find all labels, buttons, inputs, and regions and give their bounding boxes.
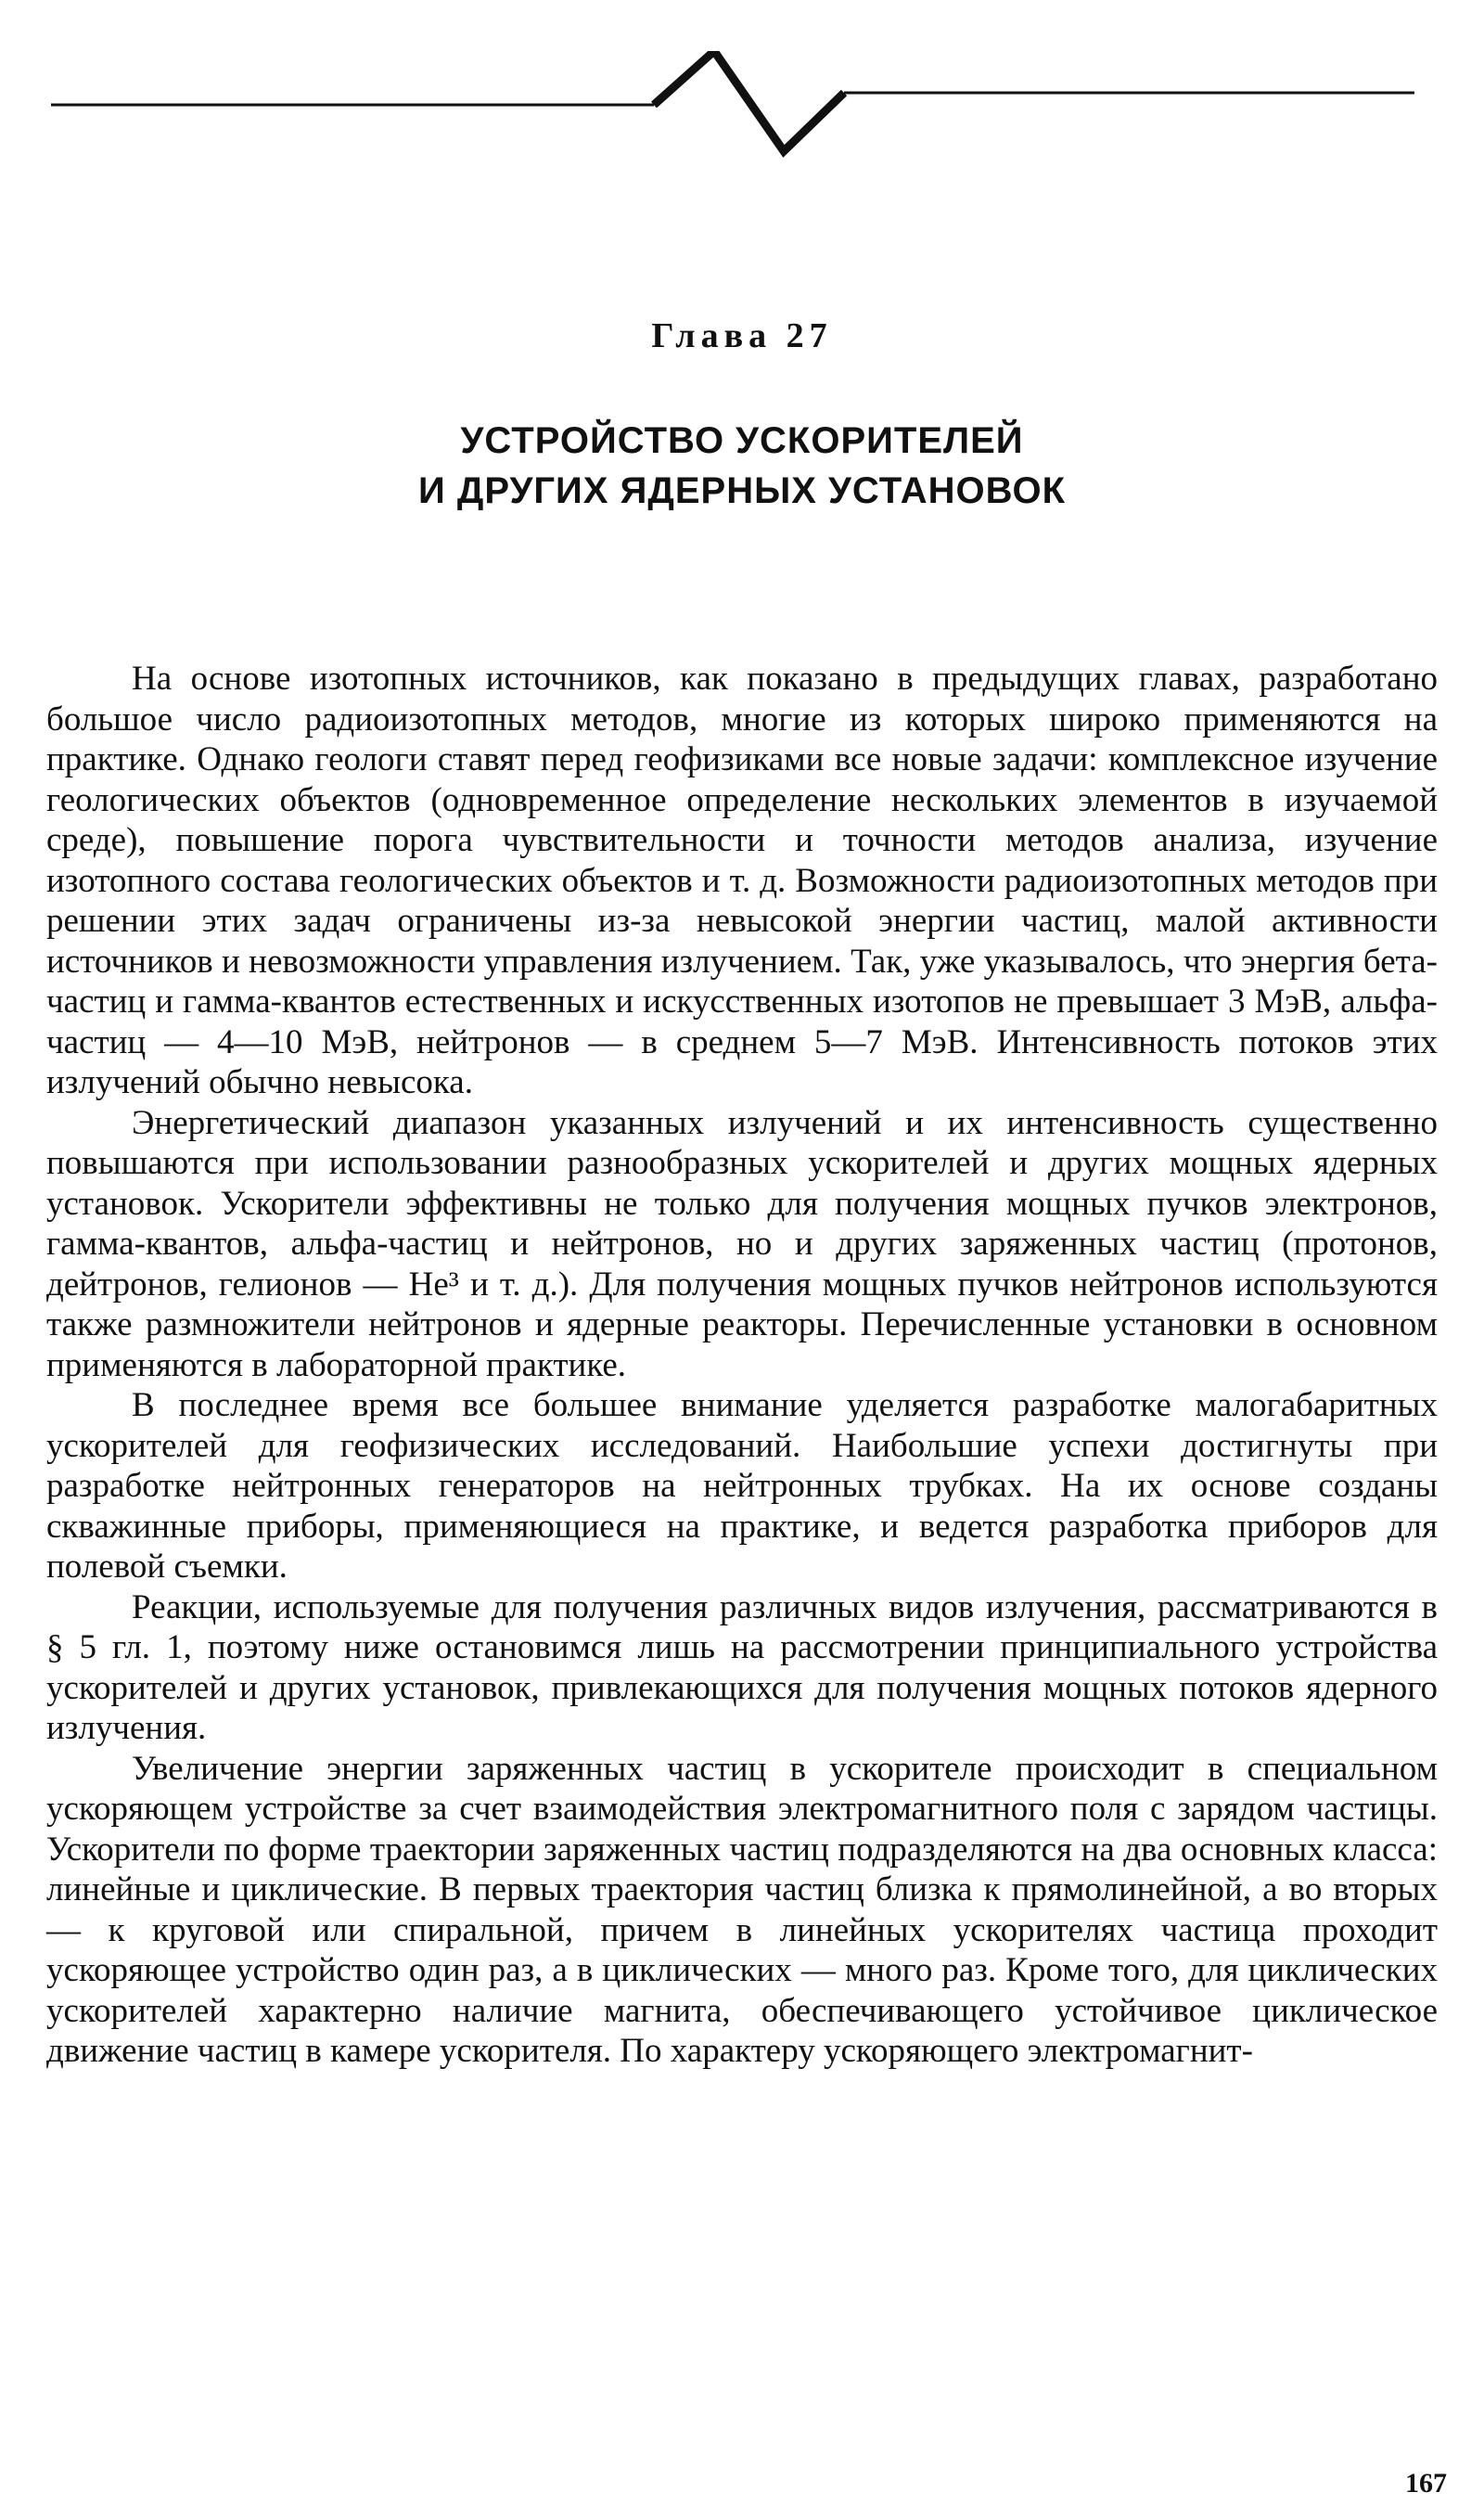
- paragraph: Увеличение энергии заряженных частиц в ускорителе происходит в специальном ускоряющем устройстве за счет взаимодействия электромагнитного поля с зарядом частицы. Ускорители по форме траектории заряженных частиц подразделяются на два основных класса: линейные и циклические. В первых траектория частиц близка к прямолинейной, а во вторых — к круговой или спиральной, причем в линейных ускорителях частица проходит ускоряющее устройство один раз, а в циклических — много раз. Кроме того, для циклических ускорителей характерно наличие магнита, обеспечивающего устойчивое циклическое движение частиц в камере ускорителя. По характеру ускоряющего электромагнит-: [46, 1749, 1438, 2070]
- body-text: [46, 659, 1438, 2072]
- paragraph: Реакции, используемые для получения различных видов излучения, рассматриваются в § 5 гл. 1, поэтому ниже остановимся лишь на рассмотрении принципиального устройства ускорителей и других установок, привлекающихся для получения мощных потоков ядерного излучения.: [46, 1587, 1438, 1747]
- chapter-title: [0, 416, 1484, 516]
- chapter-number: Глава 27: [651, 316, 833, 355]
- page-number: 167: [1405, 2468, 1447, 2499]
- chapter-title-line-1: УСТРОЙСТВО УСКОРИТЕЛЕЙ: [460, 420, 1024, 461]
- chapter-title-line-2: И ДРУГИХ ЯДЕРНЫХ УСТАНОВОК: [417, 470, 1067, 511]
- ornament-zigzag: [654, 51, 844, 151]
- paragraph: Энергетический диапазон указанных излучений и их интенсивность существенно повышаются при использовании разнообразных ускорителей и других мощных ядерных установок. Ускорители эффективны не только для получения мощных пучков электронов, гамма-квантов, альфа-частиц и нейтронов, но и других заряженных частиц (протонов, дейтронов, гелионов — He³ и т. д.). Для получения мощных пучков нейтронов используются также размножители нейтронов и ядерные реакторы. Перечисленные установки в основном применяются в лабораторной практике.: [46, 1103, 1438, 1384]
- chapter-ornament: [51, 51, 1414, 162]
- paragraph: На основе изотопных источников, как показано в предыдущих главах, разработано большое число радиоизотопных методов, многие из которых широко применяются на практике. Однако геологи ставят перед геофизиками все новые задачи: комплексное изучение геологических объектов (одновременное определение нескольких элементов в изучаемой среде), повышение порога чувствительности и точности методов анализа, изучение изотопного состава геологических объектов и т. д. Возможности радиоизотопных методов при решении этих задач ограничены из-за невысокой энергии частиц, малой активности источников и невозможности управления излучением. Так, уже указывалось, что энергия бета-частиц и гамма-квантов естественных и искусственных изотопов не превышает 3 МэВ, альфа-частиц — 4—10 МэВ, нейтронов — в среднем 5—7 МэВ. Интенсивность потоков этих излучений обычно невысока.: [46, 660, 1438, 1101]
- paragraph: В последнее время все большее внимание уделяется разработке малогабаритных ускорителей для геофизических исследований. Наибольшие успехи достигнуты при разработке нейтронных генераторов на нейтронных трубках. На их основе созданы скважинные приборы, применяющиеся на практике, и ведется разработка приборов для полевой съемки.: [46, 1386, 1438, 1586]
